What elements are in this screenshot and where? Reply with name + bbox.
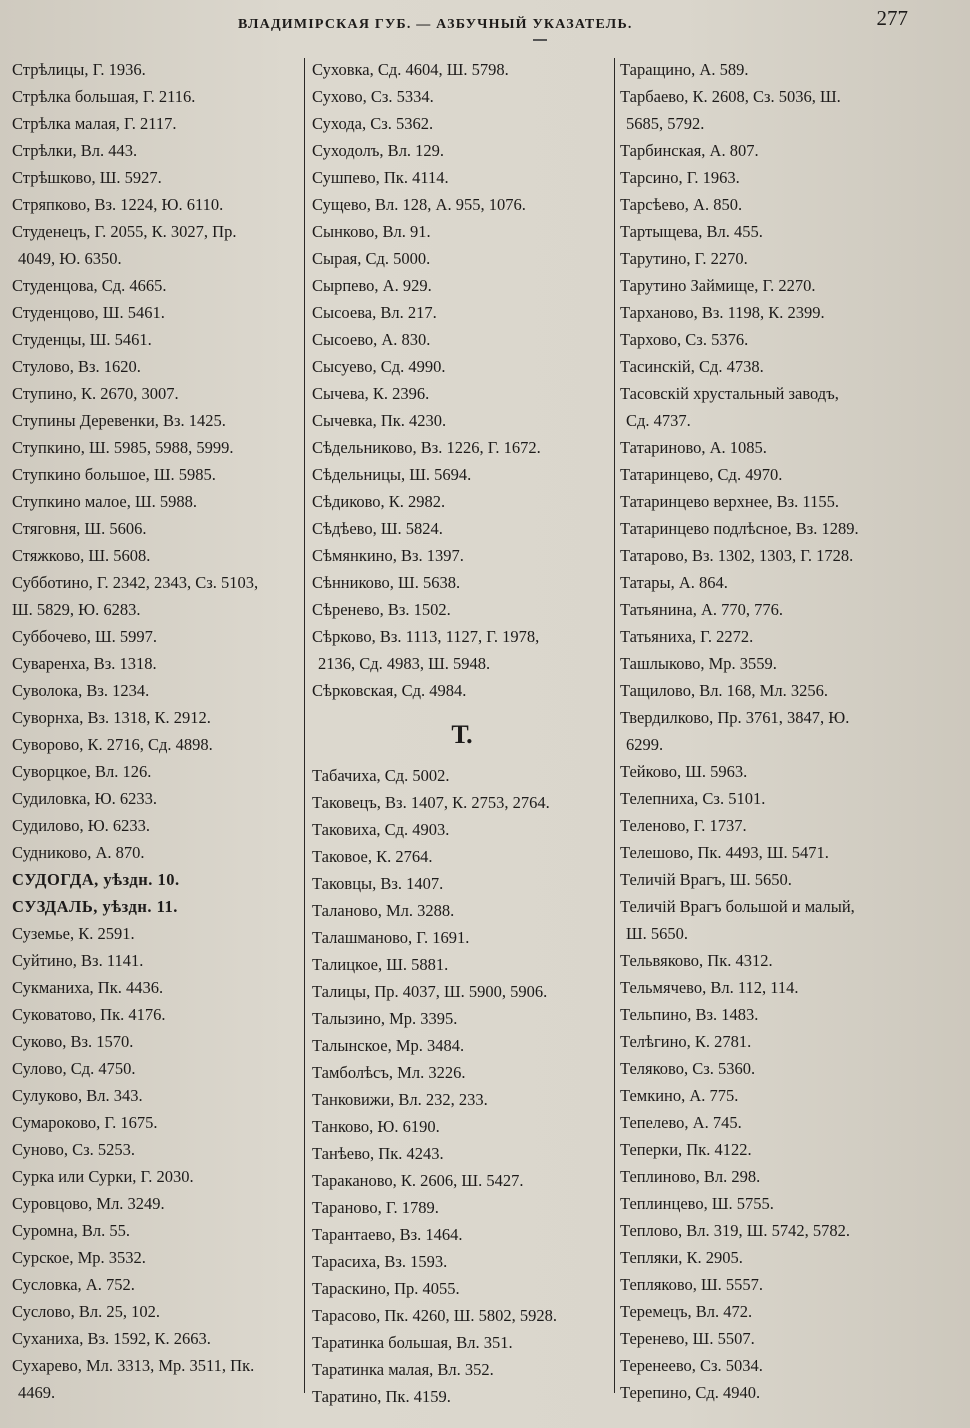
index-entry: Суковатово, Пк. 4176. <box>12 1005 166 1024</box>
index-entry: Сухарево, Мл. 3313, Мр. 3511, Пк. <box>12 1356 255 1375</box>
index-entry: Талынское, Мр. 3484. <box>312 1036 465 1055</box>
index-entry: Табачиха, Сд. 5002. <box>312 766 450 785</box>
index-entry: Татариново, А. 1085. <box>620 438 767 457</box>
index-entry: Суббочево, Ш. 5997. <box>12 627 158 646</box>
index-entry: Таратино, Пк. 4159. <box>312 1387 451 1406</box>
index-entry: Ступкино малое, Ш. 5988. <box>12 492 197 511</box>
column-divider-1 <box>304 58 305 1393</box>
page-number: 277 <box>876 6 908 30</box>
index-entry: Теплово, Вл. 319, Ш. 5742, 5782. <box>620 1221 851 1240</box>
index-entry: Тепелево, А. 745. <box>620 1113 742 1132</box>
index-entry: Сусловка, А. 752. <box>12 1275 135 1294</box>
index-entry: Тащилово, Вл. 168, Мл. 3256. <box>620 681 828 700</box>
index-entry: Суровцово, Мл. 3249. <box>12 1194 165 1213</box>
index-entry: Танѣево, Пк. 4243. <box>312 1144 444 1163</box>
index-entry: Судниково, А. 870. <box>12 843 145 862</box>
index-entry: Теренево, Ш. 5507. <box>620 1329 755 1348</box>
index-entry: Суково, Вз. 1570. <box>12 1032 134 1051</box>
index-entry: Татары, А. 864. <box>620 573 728 592</box>
index-entry: Теренеево, Сз. 5034. <box>620 1356 763 1375</box>
index-entry: Теличій Врагъ большой и малый, <box>620 897 855 916</box>
column-divider-2 <box>614 58 615 1393</box>
index-entry: 4469. <box>18 1383 56 1402</box>
index-entry: Стрѣлка большая, Г. 2116. <box>12 87 196 106</box>
index-entry: Стрѣлка малая, Г. 2117. <box>12 114 177 133</box>
running-head: ВЛАДИМІРСКАЯ ГУБ. — АЗБУЧНЫЙ УКАЗАТЕЛЬ. <box>238 17 633 32</box>
index-entry: Стяжково, Ш. 5608. <box>12 546 151 565</box>
index-entry: Таращино, А. 589. <box>620 60 749 79</box>
index-entry: Тархово, Сз. 5376. <box>620 330 749 349</box>
index-entry: Таковиха, Сд. 4903. <box>312 820 450 839</box>
index-entry: Тарутино, Г. 2270. <box>620 249 748 268</box>
index-entry: Сѣрковская, Сд. 4984. <box>312 681 467 700</box>
index-entry: Татаринцево, Сд. 4970. <box>620 465 783 484</box>
index-entry: Теплинцево, Ш. 5755. <box>620 1194 774 1213</box>
index-entry: Теперки, Пк. 4122. <box>620 1140 752 1159</box>
index-entry: Сѣдельниково, Вз. 1226, Г. 1672. <box>312 438 541 457</box>
index-entry: Судилово, Ю. 6233. <box>12 816 151 835</box>
index-entry: Таратинка большая, Вл. 351. <box>312 1333 513 1352</box>
index-entry: Суромна, Вл. 55. <box>12 1221 130 1240</box>
index-entry: Теляково, Сз. 5360. <box>620 1059 756 1078</box>
index-entry: Ш. 5829, Ю. 6283. <box>12 600 141 619</box>
page-header <box>0 0 970 44</box>
index-entry: 6299. <box>626 735 664 754</box>
index-entry: Тарасиха, Вз. 1593. <box>312 1252 448 1271</box>
header-dash <box>533 39 547 41</box>
index-entry: Студенцы, Ш. 5461. <box>12 330 152 349</box>
index-entry: Сысоево, А. 830. <box>312 330 431 349</box>
index-entry: СУЗДАЛЬ, уѣздн. 11. <box>12 897 178 916</box>
letter-heading: Т. <box>451 720 473 749</box>
index-entry: Тараканово, К. 2606, Ш. 5427. <box>312 1171 524 1190</box>
index-entry: Сѣрково, Вз. 1113, 1127, Г. 1978, <box>312 627 540 646</box>
index-entry: Сырпево, А. 929. <box>312 276 432 295</box>
index-column-2-top <box>312 56 612 704</box>
index-entry: Судиловка, Ю. 6233. <box>12 789 157 808</box>
index-entry: Татаринцево верхнее, Вз. 1155. <box>620 492 839 511</box>
index-entry: Суйтино, Вз. 1141. <box>12 951 144 970</box>
index-entry: Сѣнниково, Ш. 5638. <box>312 573 461 592</box>
index-entry: Суходолъ, Вл. 129. <box>312 141 445 160</box>
index-entry: Суворцкое, Вл. 126. <box>12 762 152 781</box>
index-entry: Тасинскій, Сд. 4738. <box>620 357 764 376</box>
index-entry: Терепино, Сд. 4940. <box>620 1383 761 1402</box>
index-entry: Тарасово, Пк. 4260, Ш. 5802, 5928. <box>312 1306 558 1325</box>
index-entry: Сулуково, Вл. 343. <box>12 1086 143 1105</box>
index-entry: Сѣдельницы, Ш. 5694. <box>312 465 472 484</box>
index-entry: Ступкино большое, Ш. 5985. <box>12 465 216 484</box>
index-entry: 5685, 5792. <box>626 114 705 133</box>
index-entry: Сѣмянкино, Вз. 1397. <box>312 546 464 565</box>
index-entry: Теремецъ, Вл. 472. <box>620 1302 753 1321</box>
index-entry: Суново, Сз. 5253. <box>12 1140 136 1159</box>
index-entry: Тейково, Ш. 5963. <box>620 762 748 781</box>
index-entry: Тартыщева, Вл. 455. <box>620 222 763 241</box>
index-entry: Стрѣлицы, Г. 1936. <box>12 60 146 79</box>
index-entry: Сычевка, Пк. 4230. <box>312 411 447 430</box>
index-entry: Тепляки, К. 2905. <box>620 1248 743 1267</box>
index-entry: Таковцы, Вз. 1407. <box>312 874 444 893</box>
index-entry: Танковижи, Вл. 232, 233. <box>312 1090 488 1109</box>
index-entry: Темкино, А. 775. <box>620 1086 739 1105</box>
index-entry: Ш. 5650. <box>626 924 689 943</box>
index-entry: Сысоева, Вл. 217. <box>312 303 437 322</box>
index-entry: Стрѣлки, Вл. 443. <box>12 141 138 160</box>
index-entry: Таратинка малая, Вл. 352. <box>312 1360 494 1379</box>
index-entry: Татарово, Вз. 1302, 1303, Г. 1728. <box>620 546 854 565</box>
index-entry: Сѣренево, Вз. 1502. <box>312 600 451 619</box>
index-entry: Сѣдѣево, Ш. 5824. <box>312 519 443 538</box>
index-entry: Тарутино Займище, Г. 2270. <box>620 276 816 295</box>
index-entry: Сд. 4737. <box>626 411 691 430</box>
index-entry: Татаринцево подлѣсное, Вз. 1289. <box>620 519 859 538</box>
index-entry: Сухода, Сз. 5362. <box>312 114 434 133</box>
index-entry: Таковецъ, Вз. 1407, К. 2753, 2764. <box>312 793 550 812</box>
index-entry: Тарантаево, Вз. 1464. <box>312 1225 463 1244</box>
index-entry: Татьяниха, Г. 2272. <box>620 627 754 646</box>
index-entry: Студенецъ, Г. 2055, К. 3027, Пр. <box>12 222 237 241</box>
index-entry: Талашманово, Г. 1691. <box>312 928 470 947</box>
index-entry: Тамболѣсъ, Мл. 3226. <box>312 1063 466 1082</box>
index-column-2-bottom <box>312 762 612 1410</box>
index-entry: Суханиха, Вз. 1592, К. 2663. <box>12 1329 211 1348</box>
index-entry: Стрѣшково, Ш. 5927. <box>12 168 162 187</box>
index-entry: Суволока, Вз. 1234. <box>12 681 150 700</box>
index-entry: Тараново, Г. 1789. <box>312 1198 439 1217</box>
index-entry: Таковое, К. 2764. <box>312 847 433 866</box>
index-entry: Талицкое, Ш. 5881. <box>312 955 449 974</box>
index-entry: Сысуево, Сд. 4990. <box>312 357 446 376</box>
index-entry: Танково, Ю. 6190. <box>312 1117 440 1136</box>
index-entry: Сулово, Сд. 4750. <box>12 1059 136 1078</box>
index-entry: Теплиново, Вл. 298. <box>620 1167 761 1186</box>
index-entry: Стяговня, Ш. 5606. <box>12 519 147 538</box>
index-column-1 <box>12 56 302 1406</box>
index-entry: Сумароково, Г. 1675. <box>12 1113 158 1132</box>
index-entry: Сущево, Вл. 128, А. 955, 1076. <box>312 195 526 214</box>
index-entry: Тельпино, Вз. 1483. <box>620 1005 759 1024</box>
index-entry: Тасовскій хрустальный заводъ, <box>620 384 839 403</box>
index-entry: Тарханово, Вз. 1198, К. 2399. <box>620 303 825 322</box>
index-entry: Ступкино, Ш. 5985, 5988, 5999. <box>12 438 234 457</box>
index-entry: Сынково, Вл. 91. <box>312 222 431 241</box>
index-entry: Субботино, Г. 2342, 2343, Сз. 5103, <box>12 573 259 592</box>
index-entry: Тельмячево, Вл. 112, 114. <box>620 978 799 997</box>
index-entry: Телепниха, Сз. 5101. <box>620 789 766 808</box>
index-entry: Студенцово, Ш. 5461. <box>12 303 165 322</box>
index-entry: Суземье, К. 2591. <box>12 924 135 943</box>
index-entry: Телешово, Пк. 4493, Ш. 5471. <box>620 843 829 862</box>
index-entry: Суслово, Вл. 25, 102. <box>12 1302 160 1321</box>
index-entry: Талызино, Мр. 3395. <box>312 1009 458 1028</box>
index-entry: Сукманиха, Пк. 4436. <box>12 978 164 997</box>
index-entry: Сурское, Мр. 3532. <box>12 1248 146 1267</box>
index-entry: Студенцова, Сд. 4665. <box>12 276 167 295</box>
index-entry: Теленово, Г. 1737. <box>620 816 747 835</box>
index-entry: Суворнха, Вз. 1318, К. 2912. <box>12 708 211 727</box>
index-entry: 4049, Ю. 6350. <box>18 249 122 268</box>
index-entry: Татьянина, А. 770, 776. <box>620 600 783 619</box>
index-entry: Телѣгино, К. 2781. <box>620 1032 752 1051</box>
index-entry: 2136, Сд. 4983, Ш. 5948. <box>318 654 491 673</box>
index-entry: Сычева, К. 2396. <box>312 384 430 403</box>
index-entry: Сушпево, Пк. 4114. <box>312 168 449 187</box>
index-entry: Теличій Врагъ, Ш. 5650. <box>620 870 792 889</box>
index-entry: Тельвяково, Пк. 4312. <box>620 951 773 970</box>
index-entry: Тарбинская, А. 807. <box>620 141 759 160</box>
index-column-3 <box>620 56 920 1406</box>
index-entry: Тепляково, Ш. 5557. <box>620 1275 764 1294</box>
index-entry: Сурка или Сурки, Г. 2030. <box>12 1167 194 1186</box>
index-entry: Суховка, Сд. 4604, Ш. 5798. <box>312 60 509 79</box>
index-entry: Ступины Деревенки, Вз. 1425. <box>12 411 226 430</box>
index-entry: Тарсѣево, А. 850. <box>620 195 743 214</box>
index-entry: Сырая, Сд. 5000. <box>312 249 431 268</box>
index-entry: Ступино, К. 2670, 3007. <box>12 384 179 403</box>
index-entry: Твердилково, Пр. 3761, 3847, Ю. <box>620 708 850 727</box>
index-entry: Тарсино, Г. 1963. <box>620 168 740 187</box>
index-entry: Тараскино, Пр. 4055. <box>312 1279 460 1298</box>
index-entry: Стряпково, Вз. 1224, Ю. 6110. <box>12 195 224 214</box>
index-entry: Стулово, Вз. 1620. <box>12 357 141 376</box>
index-entry: Ташлыково, Мр. 3559. <box>620 654 777 673</box>
index-entry: Суворово, К. 2716, Сд. 4898. <box>12 735 213 754</box>
index-entry: Талицы, Пр. 4037, Ш. 5900, 5906. <box>312 982 548 1001</box>
index-entry: Тарбаево, К. 2608, Сз. 5036, Ш. <box>620 87 841 106</box>
index-entry: Таланово, Мл. 3288. <box>312 901 455 920</box>
index-entry: Суваренха, Вз. 1318. <box>12 654 157 673</box>
index-entry: СУДОГДА, уѣздн. 10. <box>12 870 180 889</box>
index-entry: Сухово, Сз. 5334. <box>312 87 434 106</box>
index-entry: Сѣдиково, К. 2982. <box>312 492 446 511</box>
index-column-2 <box>312 56 612 1410</box>
